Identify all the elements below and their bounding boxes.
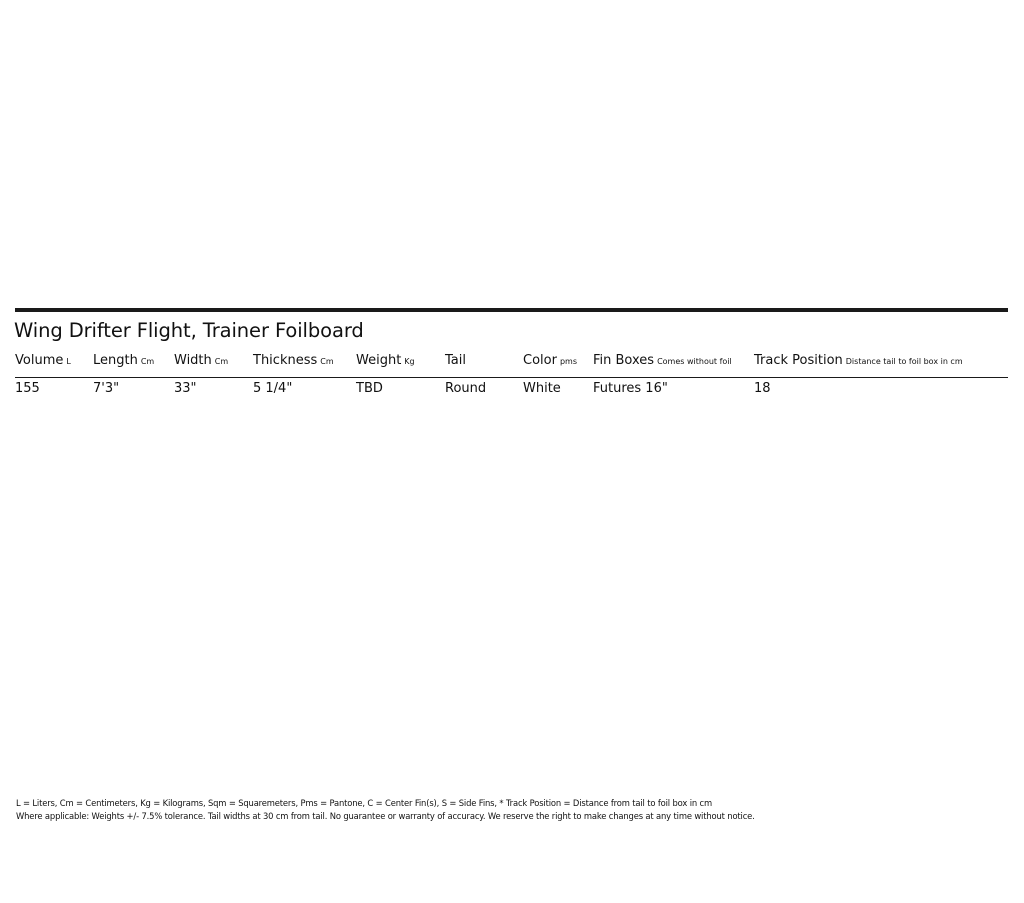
cell-weight: TBD [356, 381, 383, 396]
cell-track-position: 18 [754, 381, 771, 396]
cell-volume: 155 [15, 381, 40, 396]
top-divider [15, 308, 1008, 312]
cell-thickness: 5 1/4" [253, 381, 293, 396]
cell-length: 7'3" [93, 381, 120, 396]
footnotes [16, 797, 755, 823]
table-header-row [15, 351, 1008, 377]
cell-width: 33" [174, 381, 197, 396]
cell-color: White [523, 381, 561, 396]
cell-tail: Round [445, 381, 487, 396]
column-header-track-position: Track Position Distance tail to foil box in cm [754, 353, 963, 368]
spec-table-block [15, 308, 1008, 402]
footnote-disclaimer: Where applicable: Weights +/- 7.5% tolerance. Tail widths at 30 cm from tail. No guarantee or warranty of accuracy. We reserve the right to make changes at any time without notice. [16, 811, 755, 821]
product-title: Wing Drifter Flight, Trainer Foilboard [14, 319, 364, 342]
column-header-thickness: Thickness Cm [253, 353, 334, 368]
footnote-legend: L = Liters, Cm = Centimeters, Kg = Kilograms, Sqm = Squaremeters, Pms = Pantone, C = Center Fin(s), S = Side Fins, * Track Position = Distance from tail to foil box in cm [16, 798, 713, 808]
cell-fin-boxes: Futures 16" [593, 381, 668, 396]
column-header-color: Color pms [523, 353, 577, 368]
column-header-width: Width Cm [174, 353, 229, 368]
column-header-weight: Weight Kg [356, 353, 415, 368]
column-header-length: Length Cm [93, 353, 155, 368]
column-header-fin-boxes: Fin Boxes Comes without foil [593, 353, 732, 368]
column-header-tail: Tail [445, 353, 466, 368]
column-header-volume: Volume L [15, 353, 71, 368]
table-row [15, 378, 1008, 402]
